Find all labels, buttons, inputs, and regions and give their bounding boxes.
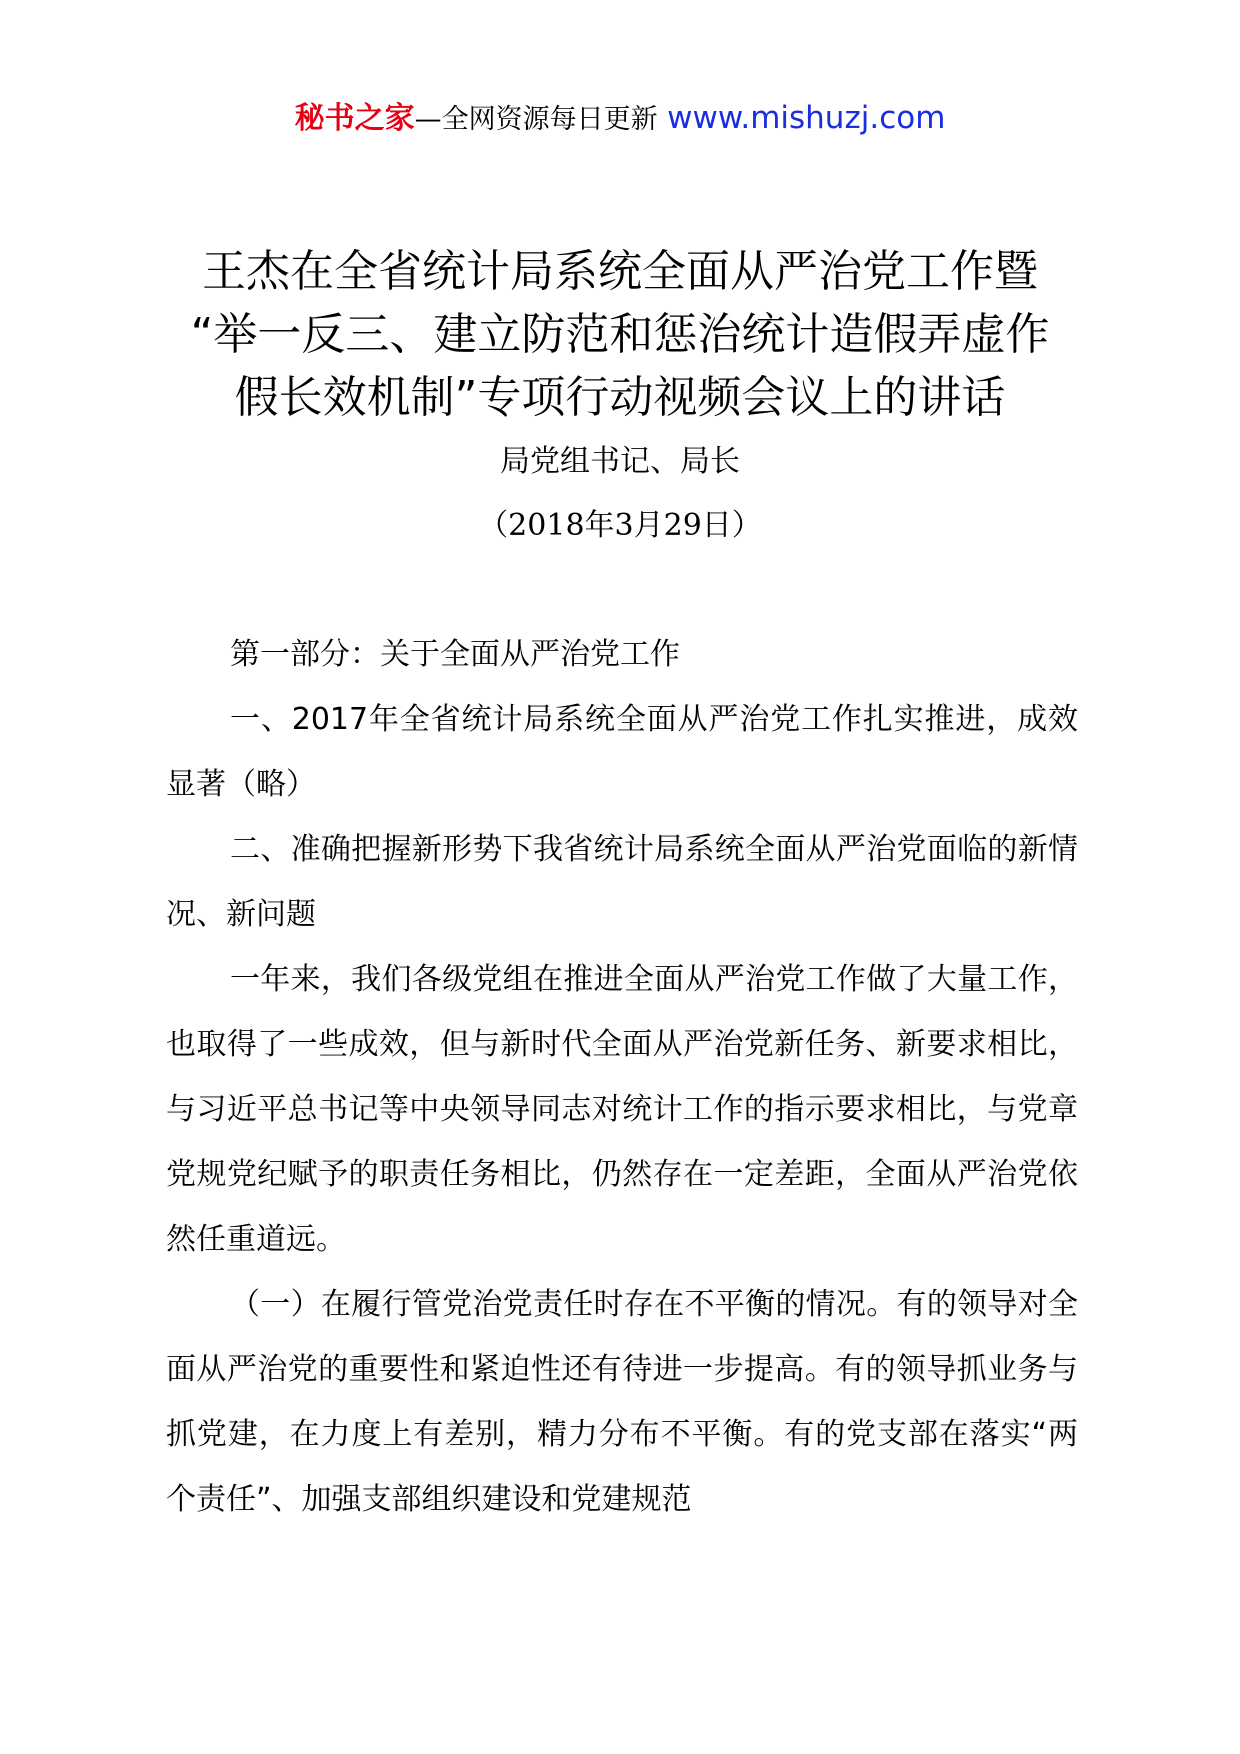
document-body	[166, 622, 1078, 1532]
site-banner	[0, 98, 1240, 140]
paragraph-two: （一）在履行管党治党责任时存在不平衡的情况。有的领导对全面从严治党的重要性和紧迫性还有待进一步提高。有的领导抓业务与抓党建，在力度上有差别，精力分布不平衡。有的党支部在落实“两个责任”、加强支部组织建设和党建规范	[166, 1287, 1078, 1517]
site-url-link[interactable]: www.mishuzj.com	[667, 100, 946, 136]
paragraph-one: 一年来，我们各级党组在推进全面从严治党工作做了大量工作，也取得了一些成效，但与新时代全面从严治党新任务、新要求相比，与习近平总书记等中央领导同志对统计工作的指示要求相比，与党章党规党纪赋予的职责任务相比，仍然存在一定差距，全面从严治党依然任重道远。	[166, 962, 1078, 1257]
date-line: （2018年3月29日）	[478, 508, 762, 543]
document-title	[0, 240, 1240, 429]
brand-name: 秘书之家	[294, 101, 415, 136]
part-heading: 第一部分：关于全面从严治党工作	[230, 637, 680, 672]
title-line-1: 王杰在全省统计局系统全面从严治党工作暨	[202, 246, 1038, 297]
title-line-2: “举一反三、建立防范和惩治统计造假弄虚作	[190, 309, 1050, 360]
title-line-3: 假长效机制”专项行动视频会议上的讲话	[234, 372, 1006, 423]
banner-tagline: —全网资源每日更新	[414, 104, 658, 135]
author-line: 局党组书记、局长	[500, 444, 740, 479]
section-heading-two: 二、准确把握新形势下我省统计局系统全面从严治党面临的新情况、新问题	[166, 832, 1078, 932]
section-heading-one: 一、2017年全省统计局系统全面从严治党工作扎实推进，成效显著（略）	[166, 702, 1078, 802]
